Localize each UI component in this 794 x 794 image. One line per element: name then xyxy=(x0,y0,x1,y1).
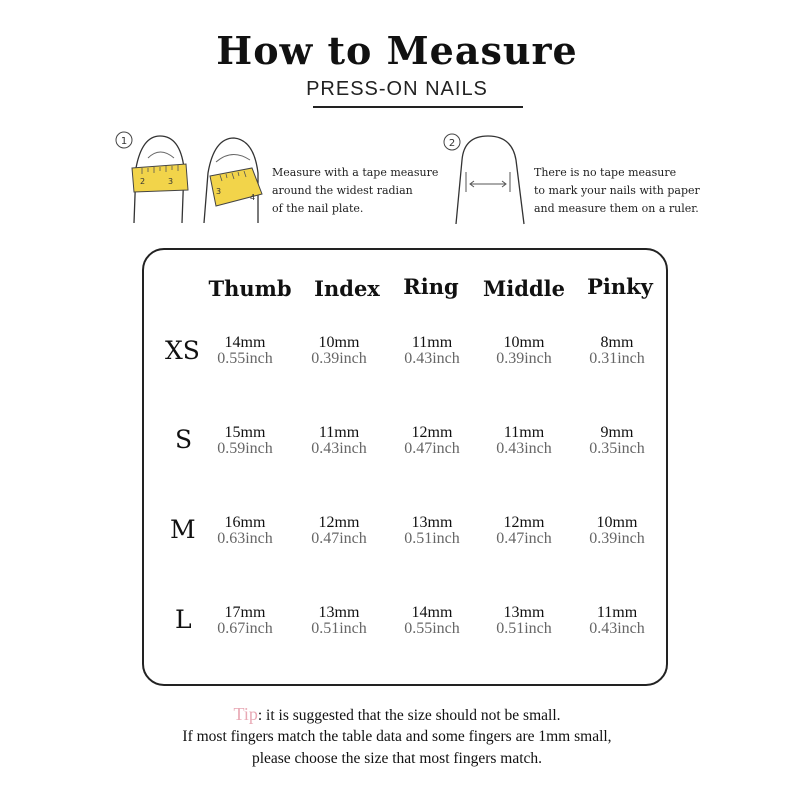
table-cell: 11mm 0.43inch xyxy=(496,424,552,457)
table-cell: 16mm 0.63inch xyxy=(217,514,273,547)
column-header-pinky: Pinky xyxy=(587,274,653,299)
ruler-measure-illustration xyxy=(440,130,530,226)
table-cell: 10mm 0.39inch xyxy=(496,334,552,367)
tip-line-3: please choose the size that most fingers match. xyxy=(251,750,543,767)
table-cell: 14mm 0.55inch xyxy=(404,604,460,637)
table-cell: 10mm 0.39inch xyxy=(589,514,645,547)
size-label-xs: XS xyxy=(165,336,200,365)
step-number: 1 xyxy=(120,136,128,147)
size-label-m: M xyxy=(170,515,196,544)
tape-mark: 2 xyxy=(140,177,146,186)
table-cell: 11mm 0.43inch xyxy=(311,424,367,457)
table-cell: 13mm 0.51inch xyxy=(404,514,460,547)
tip-line-1: Tip: it is suggested that the size should not be small. xyxy=(233,704,561,724)
step-number: 2 xyxy=(448,138,456,149)
tip-line-2: If most fingers match the table data and some fingers are 1mm small, xyxy=(182,728,612,745)
subtitle-underline xyxy=(313,106,523,108)
tape-mark: 3 xyxy=(216,187,222,196)
tape-measure-illustration xyxy=(112,128,272,228)
nail-outline xyxy=(148,152,174,158)
step-2-caption: There is no tape measure to mark your nails with paper and measure them on a ruler. xyxy=(534,166,700,215)
size-label-l: L xyxy=(175,605,192,634)
tip-label: Tip xyxy=(233,704,258,724)
tape-mark: 3 xyxy=(168,177,174,186)
table-cell: 13mm 0.51inch xyxy=(496,604,552,637)
table-cell: 12mm 0.47inch xyxy=(311,514,367,547)
column-header-middle: Middle xyxy=(483,276,565,301)
table-cell: 11mm 0.43inch xyxy=(404,334,460,367)
table-cell: 8mm 0.31inch xyxy=(589,334,645,367)
size-label-s: S xyxy=(175,425,193,454)
table-cell: 17mm 0.67inch xyxy=(217,604,273,637)
column-header-index: Index xyxy=(314,276,380,301)
column-header-ring: Ring xyxy=(403,274,459,299)
column-header-thumb: Thumb xyxy=(208,276,292,301)
table-cell: 14mm 0.55inch xyxy=(217,334,273,367)
table-cell: 10mm 0.39inch xyxy=(311,334,367,367)
table-cell: 12mm 0.47inch xyxy=(404,424,460,457)
tape-mark: 4 xyxy=(250,193,256,202)
nail-outline xyxy=(216,154,250,162)
page-subtitle: PRESS-ON NAILS xyxy=(306,78,488,100)
table-cell: 12mm 0.47inch xyxy=(496,514,552,547)
step-1-caption: Measure with a tape measure around the widest radian of the nail plate. xyxy=(272,166,439,215)
table-cell: 9mm 0.35inch xyxy=(589,424,645,457)
table-cell: 11mm 0.43inch xyxy=(589,604,645,637)
table-cell: 13mm 0.51inch xyxy=(311,604,367,637)
table-cell: 15mm 0.59inch xyxy=(217,424,273,457)
page-title: How to Measure xyxy=(216,28,578,73)
